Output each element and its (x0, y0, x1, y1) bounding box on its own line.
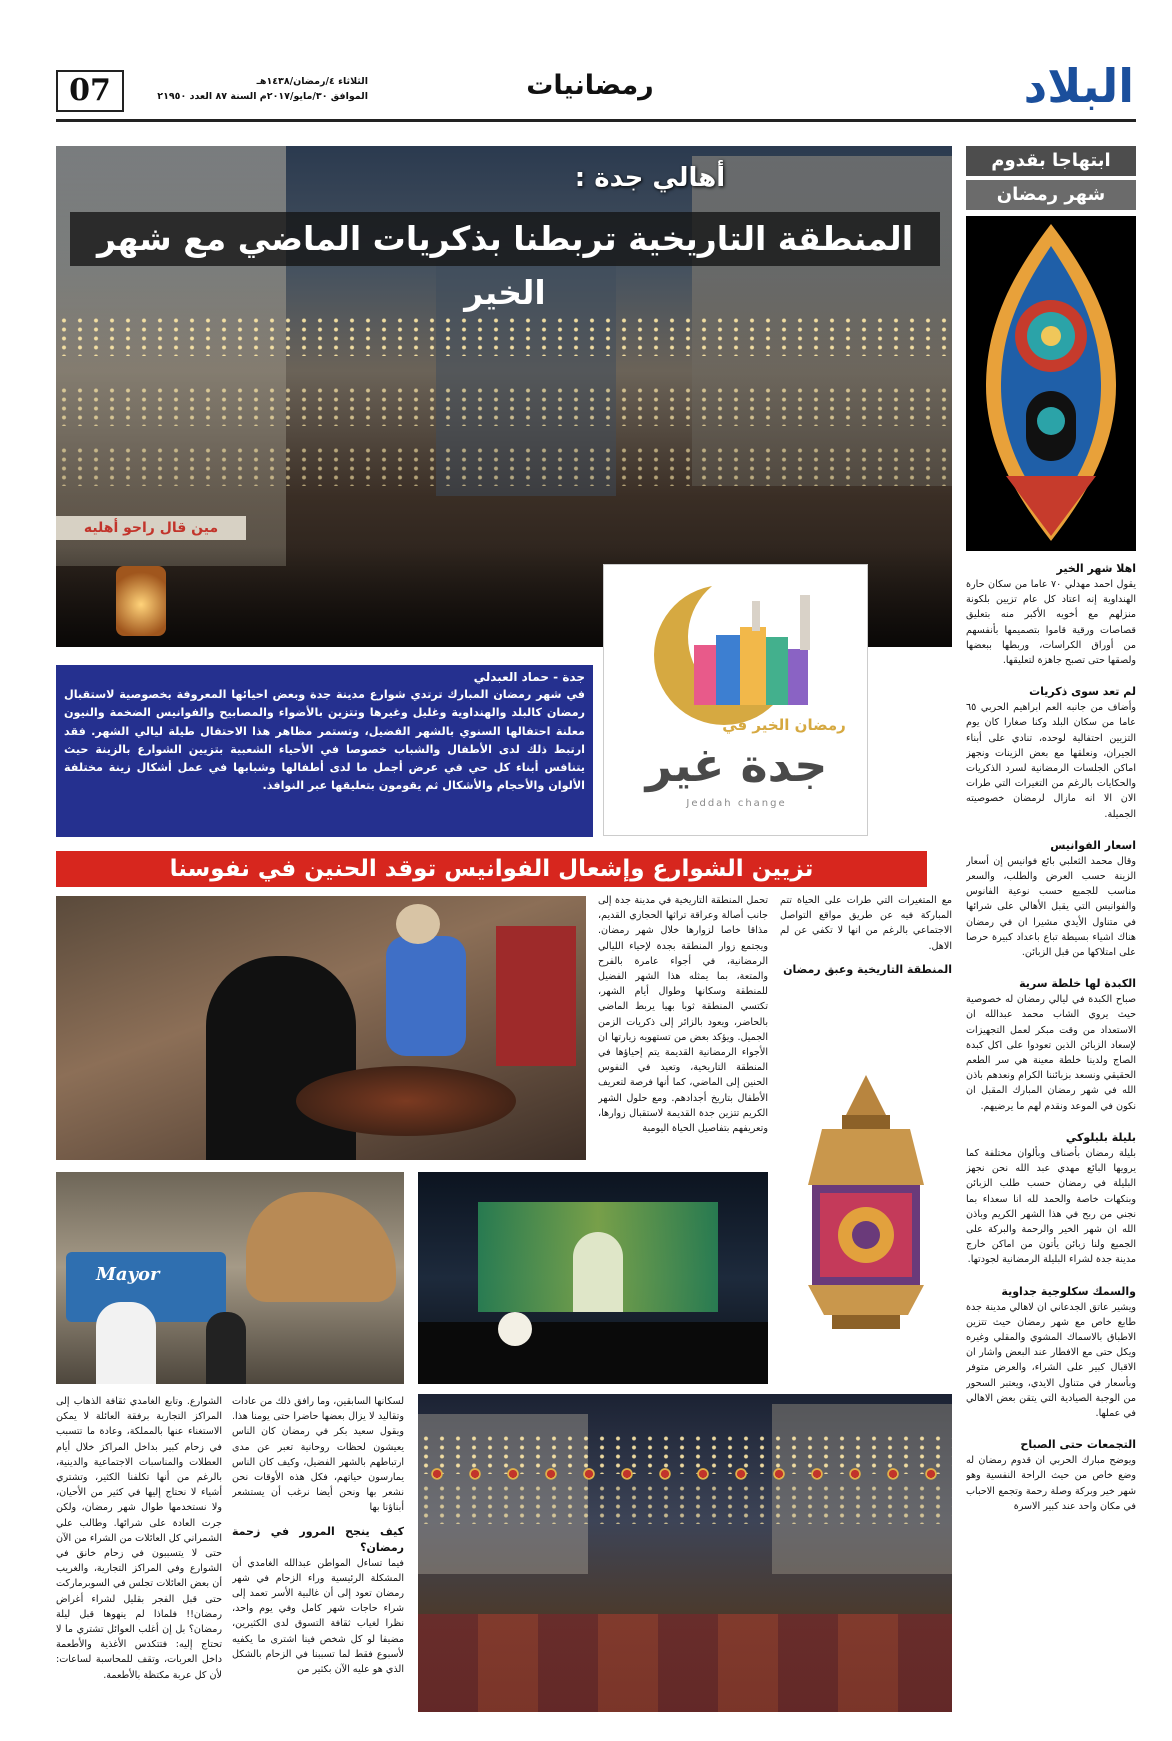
masthead (0, 0, 1172, 128)
lantern-illustration (782, 1075, 950, 1335)
article-col-right (780, 893, 952, 1025)
sidebar-section-body: ويشير عاتق الجدعاني ان لاهالي مدينة جدة طابع خاص مع شهر رمضان حيث تتزين الاطباق بالاسماك المشوي والمقلي وغيره ويكل حتى مع الافطار عند البعض واشار ان الاقبال كبير على الشراء، والعرض متوفر وبأسعار في متناول الايدي، ويعتبر السحور من الوجبة الصيادية التي يتقن بعض الاهالي في عملها. (966, 1301, 1136, 1419)
date-issue: الموافق ٣٠/مايو/٢٠١٧م السنة ٨٧ العدد ٢١٩٥٠ (157, 91, 368, 102)
sidebar-section-title: اسعار الفوانيس (1050, 838, 1136, 852)
logo-en: Jeddah change (686, 798, 787, 809)
sidebar-section (966, 976, 1136, 1114)
bottom-text-b: الشوارع. وتابع الغامدي ثقافة الذهاب إلى المراكز التجارية برفقة العائلة لا يمكن الاستغناء عنها بالمملكة، وعادة ما تتسبب في زحام كبير بداخل المراكز خلال أيام العطلات والمناسبات الاجتماعية والدينية، بالرغم من أنها تكلفنا الكثير، وتشتري أشياء لا نحتاج إليها في كثير من الأحيان، ولا نستخدمها طوال شهر رمضان، ولكن جرت العادة على شرائها. وطالب علي الشمراني كل العائلات من الشراء من الآن حتى لا يتسببون في زحام خانق في الشوارع وفي المراكز التجارية، والغريب أن بعض العائلات تجلس في السوبرماركت حتى قبل الفجر بقليل لشراء أغراض رمضان!! فلماذا لم ينهوها قبل ليلة رمضان؟ بل إن أغلب العوائل تشتري ما لا تحتاج إليه: فتتكدس الأغذية والأطعمة داخل العربات، وتقف للمحاسبة لساعات: لأن كل عربة مكتظة بالأطعمة. (56, 1396, 222, 1681)
hero-photo-sign: مين قال راحو أهليه (56, 516, 246, 540)
sidebar-section-body: وأضاف من جانبه العم ابراهيم الحربي ٦٥ عاما من سكان البلد وكنا صغارا كان يوم التزيين احتفالية لوحده، تنادي على أبناء الجيران، ونعلقها مع بعض الزينات ونجهز اماكن الجلسات الرمضانية لسرد الذكريات والحكايات بالرغم من التغيرات التي طرات الان الا انه مازال لرمضان خصوصيته الجميلة. (966, 702, 1136, 820)
sidebar-title-1: ابتهاجا بقدوم (966, 146, 1136, 176)
mayor-sign: Mayor (96, 1264, 160, 1285)
sidebar-section-body: بليلة رمضان بأصناف وبألوان مختلفة كما يرويها البائع مهدي عبد الله نحن نجهز البليلة في رمضان حسب طلب الزبائن وبنكهات خاصة والحمد لله انا سعداء بما نجني من ربح في هذا الشهر الكريم وباذن الله ان شهر الخير والرحمة والبركة على الجميع ولنا زبائن يأتون من اماكن خارج مدينة جدة لشراء البليلة الرمضانية لجودتها. (966, 1147, 1136, 1266)
sidebar-section (966, 561, 1136, 668)
sidebar-section-title: اهلا شهر الخير (1056, 562, 1136, 575)
bottom-col-b (56, 1394, 222, 1712)
bottom-text-a2: فيما تساءل المواطن عبدالله الغامدي أن المشكلة الرئيسية وراء الزحام في شهر رمضان تعود إلى أن غالبية الأسر تعمد إلى شراء حاجات شهر كامل وفي يوم واحد، نظرا لغياب ثقافة التسوق لدى الكثيرين، مضيفا لو كل شخص فينا اشترى ما يكفيه لأسبوع فقط لما تسببنا في الزحام بالشكل الذي هو عليه الآن بكثير من (232, 1557, 404, 1676)
sidebar-lantern-art (966, 216, 1136, 551)
sidebar-section-title: والسمك سكلوجية جداوية (1001, 1284, 1136, 1298)
masthead-rule (56, 119, 1136, 122)
article-col-left (598, 893, 768, 1161)
article-text-2: تحمل المنطقة التاريخية في مدينة جدة إلى جانب أصالة وعراقة تراثها الحجازي القديم، مذاقا خاصا لزوارها خلال شهر رمضان. ويجتمع زوار المنطقة بجدة لإحياء الليالي الرمضانية، في أجواء عامرة بالفرح والمتعة، بما يمثله هذا الشهر الفضيل للمنطقة وسكانها وطوال أيام الشهر، تكتسي المنطقة ثوبا بهيا يربط الماضي بالحاضر، ويعود بالزائر إلى ذكريات الزمن الجميل. ويؤكد بعض من تستهويه زيارتها ان الأجواء الرمضانية القديمة يتم إحياؤها في المنطقة التاريخية، وتعيد في النفوس الحنين إلى الماضي، كما أنها فرصة لتعريف الأطفال بتاريخ أجدادهم. ومع حلول الشهر الكريم تتزين جدة القديمة لاستقبال زوارها، وتعريفهم بتفاصيل الحياة اليومية (598, 895, 768, 1135)
section-title: رمضانيات (526, 70, 654, 101)
sidebar-section (966, 1130, 1136, 1268)
lead-box (56, 665, 593, 837)
night-photo (418, 1394, 952, 1712)
masthead-logo: البلاد (1023, 59, 1134, 113)
article-text-1: مع المتغيرات التي طرات على الحياة تتم المباركة فيه عن طريق مواقع التواصل الاجتماعي بالرغم من انها لا تكفي عن لم الاهل. (780, 895, 952, 952)
sidebar-section (966, 838, 1136, 960)
article-subheading: المنطقة التاريخية وعبق رمضان (783, 962, 952, 976)
sidebar-section-body: وقال محمد الثعلبي بائع فوانيس إن أسعار الزينة حسب العرض والطلب، والسعر مناسب للجميع حسب نوعية الفانوس والفوانيس التي يقبل الأهالي على شرائها في متناول الأيدي مشيرا ان في رمضان هناك اشياء بسيطة تباع باعداد كبيرة حرصا على امتلاكها من قبل الزبائن. (966, 855, 1136, 959)
sidebar-section (966, 1284, 1136, 1422)
date-hijri: الثلاثاء ٤/رمضان/١٤٣٨هـ (256, 76, 368, 87)
sidebar-section (966, 1437, 1136, 1514)
sidebar-section-body: صباح الكبدة في ليالي رمضان له خصوصية حيث يروي الشاب محمد عبدالله ان الاستعداد من وقت مبكر لعمل التجهيزات لإسعاد الزبائن الذين تعودوا على اكل كبدة الصاج ولدينا خلطة معينة هي سر الطعم الحقيقي ونسعد بزبائننا الكرام ونعدهم باذن الله في شهر رمضان المبارك المقبل ان نكون في الموعد ونقدم لهم ما يرضيهم. (966, 994, 1136, 1112)
page-number: 07 (56, 70, 124, 112)
date-line (138, 74, 368, 104)
lead-text: في شهر رمضان المبارك ترتدي شوارع مدينة جدة وبعض احيائها المعروفة بخصوصية لاستقبال رمضان كالبلد والهنداوية وغليل وغيرها وتتزين بالأضواء والمصابيح والفوانيس الضخمة والنيون معلنة احتفالها السنوي بالشهر الفضيل، وتستمر مظاهر هذا الاحتفال طيلة ليالي الشهر. فقد ارتبط ذلك لدى الأطفال والشباب خصوصا في الأحياء الشعبية بتزيين الشوارع بالزينة حيث يتنافس أبناء كل حي في عرض أجمل ما لدى أطفالها وشبابها في عمل أشكال زينة مختلفة الألوان والأحجام والأشكال ثم يقومون بتعليقها عبر النوافذ. (64, 688, 585, 793)
ornament-icon (966, 216, 1136, 551)
sidebar-section (966, 684, 1136, 822)
camel-photo (56, 1172, 404, 1384)
ramadan-logo (603, 564, 868, 836)
lantern-icon (782, 1075, 950, 1335)
logo-script: رمضان الخير في (722, 716, 846, 734)
sidebar-articles (966, 561, 1136, 1712)
traffic-subheading: كيف ينجح المرور في زحمة رمضان؟ (232, 1524, 404, 1554)
bottom-text-a: لسكانها السابقين، وما رافق ذلك من عادات وتقاليد لا يزال بعضها حاضرا حتى يومنا هذا. ويقول سعيد بكر في رمضان كان الناس يعيشون لحظات روحانية تعبر عن مدى ارتباطهم بالشهر الفضيل، وكيف كان الناس يمارسون حياتهم، فكل هذه الأوقات نحن نشعر بها ونحن أيضا نرغب أن يستشعر أبناؤنا بها (232, 1396, 404, 1514)
logo-main: جدة غير (645, 738, 828, 792)
bottom-col-a (232, 1394, 404, 1712)
sidebar-section-body: يقول احمد مهدلي ٧٠ عاما من سكان حارة الهنداوية إنه اعتاد كل عام تزيين بلكونة منزلهم مع أخويه الأكبر منه بتعليق قصاصات ورقية قاموا بتصميمها بأنفسهم من أوراق الكراسات، وربطها ببعضها ولصقها حتى تصبح جاهزة لتعليقها. (966, 579, 1136, 667)
hero-headline: المنطقة التاريخية تربطنا بذكريات الماضي مع شهر الخير (70, 212, 940, 266)
sidebar-section-title: بليلة بلبلوكي (1065, 1130, 1136, 1144)
byline: جدة - حماد العبدلي (473, 670, 585, 684)
cooking-photo (56, 896, 586, 1160)
hero-kicker: أهالي جدة : (574, 163, 726, 193)
sidebar-section-title: التجمعات حتى الصباح (1020, 1438, 1136, 1452)
sidebar-section-title: لم تعد سوى ذكريات (1029, 685, 1136, 699)
sidebar-section-title: الكبدة لها خلطة سرية (1019, 977, 1136, 991)
sidebar-title-2: شهر رمضان (966, 180, 1136, 210)
red-banner: تزيين الشوارع وإشعال الفوانيس توقد الحنين في نفوسنا (56, 851, 927, 887)
sidebar-section-body: ويوضح مبارك الحربي ان قدوم رمضان له وضع خاص من حيث الراحة النفسية وهو شهر خير وبركة وصلة رحمة وتجمع الاحباب في مكان واحد عند كبير الاسرة (966, 1455, 1136, 1512)
stage-photo (418, 1172, 768, 1384)
